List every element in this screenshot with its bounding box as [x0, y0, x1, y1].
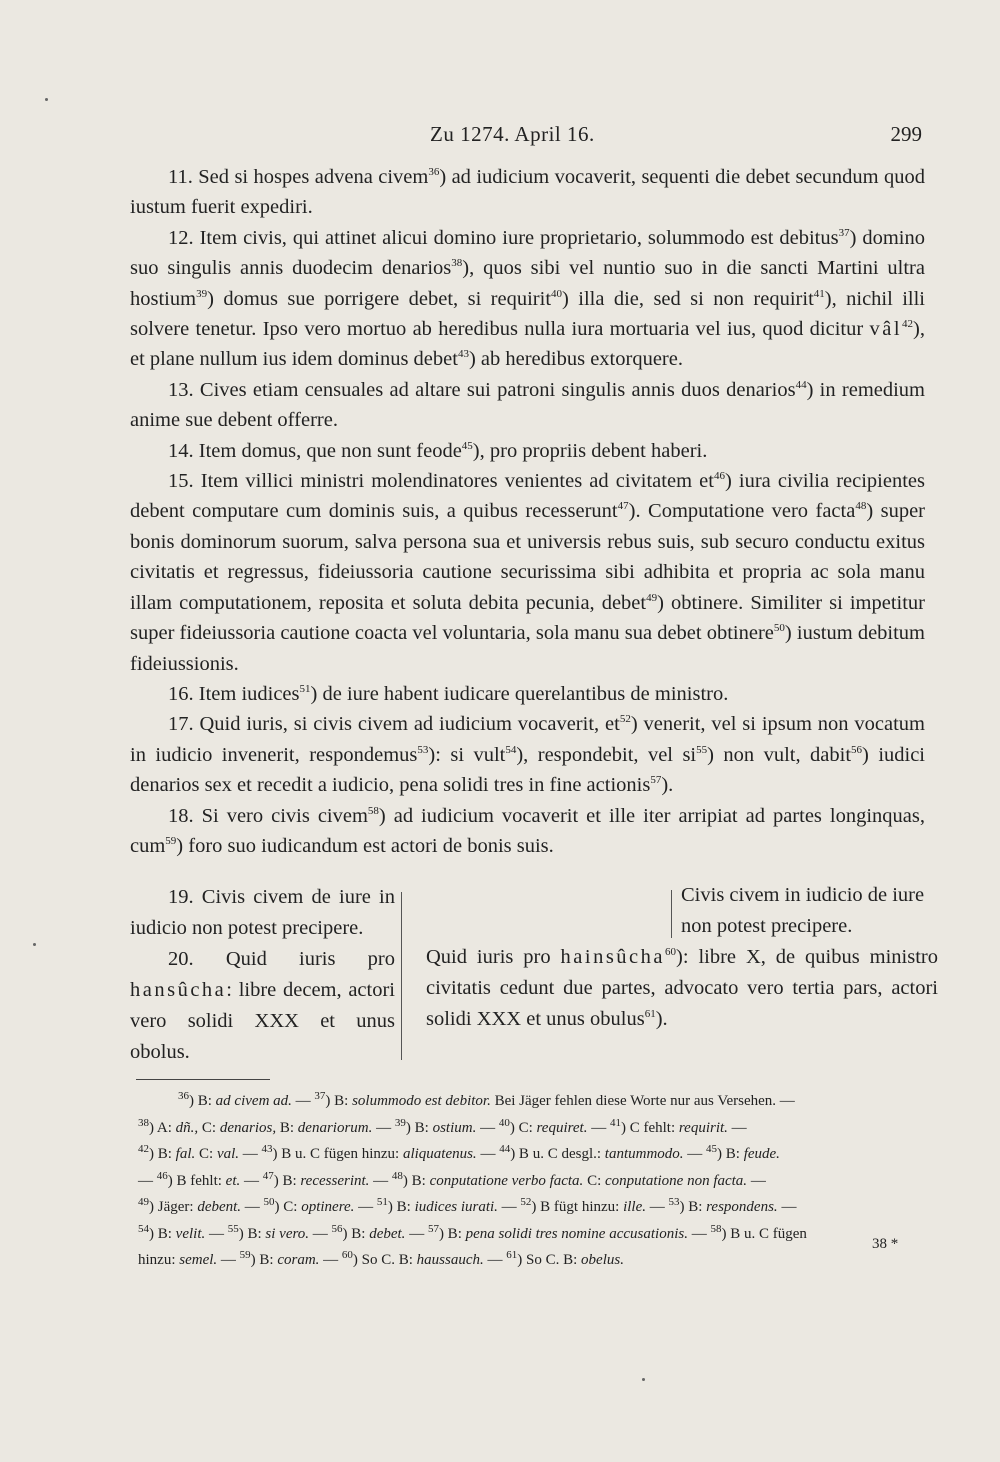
text-run: ) ad iudicium vocaverit, sequenti die debet secundum quod iustum fuerit expediri. [130, 166, 925, 219]
footnote-number: 58 [710, 1222, 722, 1235]
footnote-text: ) B: [325, 1093, 353, 1109]
paragraph [130, 223, 925, 375]
text-run: ) iustum debitum fideiussionis. [130, 622, 926, 675]
text-run: ), pro propriis debent haberi. [472, 439, 708, 462]
footnote-text: ) C fehlt: [620, 1119, 679, 1136]
text-run: 14. Item domus, que non sunt feode [168, 439, 462, 462]
footnote-ref: 56 [851, 743, 863, 756]
reading-variant: feude. [743, 1146, 780, 1162]
text-run: ), nichil illi solvere tenetur. Ipso vero mortuo ab heredibus nulla iura mortuaria vel ius, quod dicitur [130, 287, 926, 341]
paragraph [130, 466, 925, 679]
footnote-line [138, 1088, 938, 1115]
footnote-number: 37 [314, 1090, 326, 1102]
footnote-ref: 52 [619, 713, 631, 726]
footnote-text: — [291, 1093, 315, 1109]
paragraph [130, 709, 925, 800]
footnotes [138, 1088, 938, 1274]
footnote-text: ) C: [509, 1119, 537, 1136]
text-run: ), respondebit, vel si [516, 743, 697, 766]
term-hansucha: hansûcha [130, 979, 227, 1001]
footnote-text: ) B fehlt: [167, 1172, 226, 1189]
reading-variant: velit. [175, 1225, 206, 1242]
footnote-number: 39 [394, 1116, 406, 1129]
text-run: 13. Cives etiam censuales ad altare sui patroni singulis annis duos denarios [168, 378, 796, 401]
two-column-section [130, 882, 940, 1072]
footnote-number: 40 [498, 1116, 510, 1129]
footnote-text: — [476, 1119, 499, 1136]
page-header [0, 118, 1000, 150]
reading-variant: optinere. [301, 1199, 355, 1215]
left-column [130, 882, 395, 1068]
footnote-ref: 51 [299, 683, 311, 696]
reading-variant: debent. [197, 1199, 242, 1215]
footnote-number: 47 [262, 1169, 274, 1182]
reading-variant: fal. [175, 1146, 196, 1162]
footnote-number: 61 [506, 1249, 518, 1261]
reading-variant: debet. [369, 1225, 406, 1242]
reading-variant: denariorum. [297, 1119, 373, 1136]
footnote-text: ) B: [149, 1225, 176, 1242]
footnote-text: — [217, 1252, 240, 1268]
reading-variant: haussauch. [416, 1252, 484, 1268]
footnote-text: — [476, 1146, 500, 1162]
footnote-text: ) B: [342, 1225, 370, 1242]
paper-speck [45, 98, 48, 101]
footnote-text: — [240, 1172, 263, 1189]
text-run: 16. Item iudices [168, 682, 300, 705]
footnote-ref: 43 [457, 348, 469, 361]
paragraph [130, 162, 925, 223]
reading-variant: conputatione non facta. [605, 1172, 748, 1189]
footnote-ref: 58 [367, 804, 379, 817]
footnote-ref: 45 [461, 439, 473, 452]
footnote-text: ) C: [274, 1199, 302, 1215]
text-run: ) obtinere. Similiter si impetitur super fideiussoria cautione coacta vel voluntaria, sola manu sua debet obtinere [130, 591, 925, 645]
footnote-number: 50 [263, 1196, 275, 1208]
footnote-number: 36 [178, 1090, 189, 1102]
footnote-ref: 59 [165, 835, 177, 848]
footnote-text: ) A: [149, 1119, 176, 1136]
reading-variant: dñ., [175, 1119, 199, 1136]
reading-variant: requirit. [678, 1119, 728, 1136]
footnote-text: ) B: [250, 1252, 278, 1268]
reading-variant: conputatione verbo facta. [429, 1172, 584, 1189]
footnote-ref: 49 [646, 591, 658, 604]
footnote-text: ) B: [717, 1146, 744, 1162]
text-run: ) ab heredibus extorquere. [468, 348, 683, 371]
footnote-text: C: [198, 1119, 220, 1136]
footnote-ref: 47 [617, 500, 629, 513]
footnote-line [138, 1194, 938, 1221]
footnote-ref: 46 [713, 470, 725, 483]
footnote-text: ) B: [238, 1225, 266, 1242]
footnote-text: — [645, 1199, 669, 1215]
footnote-number: 56 [331, 1222, 343, 1235]
footnote-number: 46 [156, 1169, 168, 1182]
footnote-number: 52 [520, 1196, 532, 1208]
footnote-number: 53 [668, 1196, 680, 1208]
reading-variant: semel. [179, 1252, 218, 1268]
footnote-ref: 38 [451, 257, 463, 270]
page-number: 299 [890, 122, 922, 146]
text-run: ) non vult, dabit [707, 743, 852, 766]
text-run: ), et plane nullum ius idem dominus debet [130, 318, 925, 371]
footnote-number: 55 [227, 1222, 239, 1235]
footnote-text: ) B: [149, 1146, 176, 1162]
footnote-line [138, 1221, 938, 1248]
text-run: ) illa die, sed si non requirit [562, 287, 814, 310]
paragraph-20: 20. Quid iuris pro hansûcha: libre decem, actori vero solidi XXX et unus obolus. [130, 948, 395, 1063]
reading-variant: val. [216, 1146, 240, 1162]
footnote-rule [136, 1079, 270, 1080]
footnote-text: ) B: [273, 1172, 301, 1189]
reading-variant: obelus. [581, 1252, 624, 1268]
footnote-line [138, 1168, 938, 1195]
reading-variant: aliquatenus. [402, 1146, 477, 1162]
footnote-number: 51 [376, 1196, 388, 1208]
reading-variant: pena solidi tres nomine accusationis. [465, 1225, 688, 1242]
running-title: Zu 1274. April 16. [430, 122, 595, 146]
text-run: 12. Item civis, qui attinet alicui domino iure proprietario, solummodo est debitus [168, 226, 839, 249]
paragraph [130, 679, 925, 709]
paper-speck [642, 1378, 645, 1381]
footnote-text: C: [583, 1172, 605, 1189]
footnote-text: — [587, 1119, 610, 1136]
footnote-ref: 55 [696, 743, 708, 756]
footnote-number: 54 [138, 1222, 149, 1235]
text-run: ). [661, 774, 674, 797]
margin-note: Civis civem in iudicio de iure non potest precipere. [681, 884, 925, 937]
reading-variant: si vero. [265, 1225, 310, 1242]
reading-variant: solummodo est debitor. [352, 1093, 491, 1109]
footnote-text: — [747, 1172, 766, 1189]
reading-variant: tantummodo. [604, 1146, 684, 1162]
text-run: ). Computatione vero facta [628, 500, 856, 523]
footnote-text: ) B fügt hinzu: [531, 1199, 624, 1215]
footnote-ref: 39 [196, 287, 208, 300]
footnote-ref: 48 [855, 500, 867, 513]
reading-variant: respondens. [706, 1199, 778, 1215]
reading-variant: et. [225, 1172, 241, 1189]
footnote-number: 59 [239, 1249, 251, 1261]
footnote-text: ) B u. C desgl.: [510, 1146, 605, 1162]
paragraph [130, 375, 925, 436]
paper-speck [33, 943, 36, 946]
reading-variant: ille. [623, 1199, 646, 1215]
note-divider [671, 890, 672, 938]
footnote-text: — [497, 1199, 521, 1215]
footnote-number: 44 [499, 1143, 511, 1155]
text-run: ) foro suo iudicandum est actori de bonis suis. [176, 834, 554, 857]
footnote-text: ) So C. B: [352, 1252, 417, 1268]
text-run: ) super bonis dominorum suorum, salva persona sua et universis rebus suis, sub securo conductu exitus civitatis et regressus, fideiussoria cautione securissima sibi adhibita et propria ac sola manu illam computationem, reposita et soluta debita pecunia, debet [130, 500, 926, 614]
footnote-text: ) B: [402, 1172, 430, 1189]
footnote-text: — [369, 1172, 392, 1189]
footnote-text: ) B u. C fügen hinzu: [272, 1146, 403, 1162]
footnote-ref: 41 [813, 287, 825, 300]
footnote-text: Bei Jäger fehlen diese Worte nur aus Versehen. — [490, 1093, 795, 1109]
reading-variant: recesserint. [300, 1172, 370, 1189]
paragraph [130, 801, 925, 862]
footnote-text: ) B: [679, 1199, 707, 1215]
text-run: ) in remedium anime sue debent offerre. [130, 378, 926, 432]
footnote-text: B: [276, 1119, 298, 1136]
footnote-text: C: [195, 1146, 217, 1162]
footnote-text: — [372, 1119, 395, 1136]
text-run: ), quos sibi vel nuntio suo in die sancti Martini ultra hostium [130, 257, 925, 310]
footnote-text: — [205, 1225, 228, 1242]
footnote-text: — [241, 1199, 264, 1215]
text-run: ) iudici denarios sex et recedit a iudicio, pena solidi tres in fine actionis [130, 743, 926, 797]
footnote-text: — [405, 1225, 428, 1242]
text-run: ) domus sue porrigere debet, si requirit [207, 287, 552, 310]
footnote-line [138, 1247, 938, 1274]
footnote-number: 48 [391, 1169, 403, 1182]
footnote-text: ) So C. B: [517, 1252, 582, 1268]
footnote-text: hinzu: [138, 1252, 180, 1268]
paragraph-variant-20: Quid iuris pro hainsûcha$^{60}$): libre X, de quibus ministro civitatis cedunt due partes, advocato vero tertia pars, actori solidi XXX et unus obulus$^{61}$). [426, 946, 938, 1030]
footnote-text: ) B: [405, 1119, 433, 1136]
footnote-text: ) B: [189, 1093, 216, 1109]
footnote-ref: 57 [650, 774, 662, 787]
footnote-text: — [727, 1119, 747, 1136]
footnote-ref: 36 [428, 166, 440, 179]
footnote-text: — [687, 1225, 711, 1242]
term-val: vâl [869, 318, 903, 341]
footnote-text: ) B: [387, 1199, 415, 1215]
footnote-ref: 37 [838, 226, 850, 239]
footnote-text: — [319, 1252, 342, 1268]
footnote-number: 49 [138, 1196, 149, 1208]
text-run: 11. Sed si hospes advena civem [168, 166, 429, 188]
footnote-number: 38 [138, 1116, 149, 1129]
footnote-ref: 42 [902, 318, 914, 331]
footnote-text: ) B: [438, 1225, 466, 1242]
sheet-signature: 38 * [872, 1236, 899, 1252]
footnote-text: — [239, 1146, 262, 1162]
reading-variant: iudices iurati. [414, 1199, 498, 1215]
footnote-text: — [138, 1172, 157, 1189]
footnote-number: 57 [427, 1222, 439, 1235]
footnote-line [138, 1141, 938, 1168]
footnote-ref: 54 [505, 743, 517, 756]
text-run: ) ad iudicium vocaverit et ille iter arripiat ad partes longinquas, cum [130, 804, 925, 857]
reading-variant: coram. [277, 1252, 320, 1268]
text-run: 17. Quid iuris, si civis civem ad iudicium vocaverit, et [168, 713, 620, 736]
footnote-text: ) B u. C fügen [721, 1225, 807, 1242]
footnote-text: — [354, 1199, 377, 1215]
footnote-line [138, 1115, 938, 1142]
main-text [130, 162, 925, 861]
footnote-ref: 44 [795, 379, 807, 392]
term-hainsucha: hainsûcha [560, 946, 666, 968]
footnote-text: — [309, 1225, 332, 1242]
footnote-ref: 53 [417, 743, 429, 756]
footnote-number: 41 [609, 1116, 621, 1129]
footnote-text: — [777, 1199, 797, 1215]
footnote-number: 45 [706, 1143, 718, 1155]
text-run: ) iura civilia recipientes debent computare cum dominis suis, a quibus recesserunt [130, 470, 925, 523]
footnote-number: 42 [138, 1143, 149, 1155]
footnote-text: ) Jäger: [149, 1199, 198, 1215]
text-run: ) venerit, vel si ipsum non vocatum in iudicio invenerit, respondemus [130, 713, 925, 766]
footnote-number: 43 [261, 1143, 273, 1155]
paragraph-19: 19. Civis civem de iure in iudicio non potest precipere. [130, 886, 395, 939]
footnote-text: — [683, 1146, 707, 1162]
right-column [426, 942, 938, 1035]
text-run: ) domino suo singulis annis duodecim denarios [130, 226, 926, 280]
reading-variant: ostium. [432, 1119, 477, 1136]
text-run: 15. Item villici ministri molendinatores venientes ad civitatem et [168, 470, 714, 493]
footnote-ref: 50 [773, 622, 785, 635]
reading-variant: denarios, [219, 1119, 277, 1136]
footnote-number: 60 [341, 1249, 353, 1261]
text-run: ) de iure habent iudicare querelantibus de ministro. [310, 682, 729, 705]
footnote-ref: 40 [551, 287, 563, 300]
text-run: 18. Si vero civis civem [168, 804, 368, 827]
column-divider [401, 892, 402, 1060]
reading-variant: ad civem ad. [215, 1093, 292, 1109]
paragraph [130, 436, 925, 466]
text-run: ): si vult [428, 743, 506, 766]
reading-variant: requiret. [536, 1119, 588, 1136]
footnote-text: — [483, 1252, 507, 1268]
